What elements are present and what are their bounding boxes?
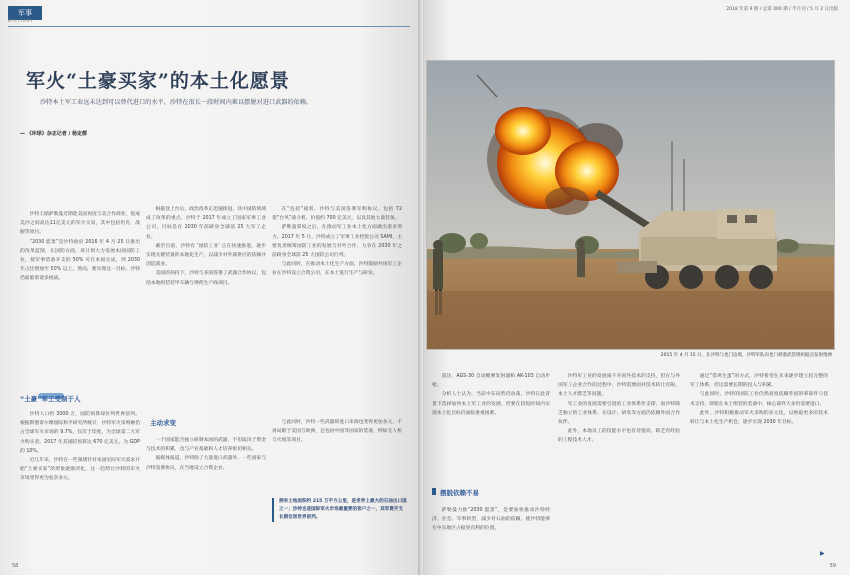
- subhead-marker: [432, 488, 436, 495]
- page-number-left: 58: [12, 563, 19, 569]
- paragraph: 通过“借鸡生蛋”的方式，沙特希望在未来逐步建立起完整的军工体系，但这需要长期的投入与积累。: [690, 374, 828, 389]
- paragraph: 沙特王储萨勒曼近期赴美国再度与美合作商业，促成美沙之间高达11亿美元的军火交易，其中包括坦克、战舰等项目。: [20, 212, 140, 236]
- artillery-photo: [426, 60, 835, 350]
- paragraph: 在“包括”战机、沙特与美国签署军购协议，包括 72 架“台风”战斗机、价值约 700 亿美元，以及其他大量装备。: [272, 207, 402, 222]
- right-subhead-1: 摆脱依赖不易: [440, 489, 479, 497]
- issue-meta: 2018 年第 9 期 / 总第 000 期 / 半月刊 / 5 月 2 日出版: [726, 7, 838, 12]
- paragraph: 雷达、AGS-30 自动榴弹发射器和 AK-103 自动步枪。: [432, 374, 550, 389]
- left-column-3: [272, 205, 402, 415]
- article-byline: — 《环球》杂志记者 / 杨定都: [20, 131, 88, 137]
- paragraph: 截至目前，沙特有 ‘国防工业’ 正在快速推进，逐步实现关键装备的本地化生产，以减少对外部供应的依赖并创造就业。: [146, 243, 266, 268]
- article-title: 军火“土豪买家”的本土化愿景: [26, 70, 290, 92]
- section-subtitle: MILITARY: [8, 18, 34, 23]
- pull-quote: 拥有土地面积约 215 万平方公里，是世界上最大的石油出口国之一；沙特也是国际军火市场最重要的客户之一，其军费开支长期位居世界前列。: [272, 498, 407, 522]
- paragraph: 与此同时，沙特的国防工业仍然高度依赖外国的零部件与技术支持，即使在本土组装的装备中，核心部件大多仍需要进口。: [690, 392, 828, 407]
- right-column-1: [432, 372, 550, 480]
- photo-caption: 2015 年 4 月 15 日，在沙特与也门边境，沙特军队向也门胡塞武装组织据点发射炮弹: [660, 353, 832, 358]
- paragraph: 军工业的发展需要引进的工业体系作支撑，而沙特缺乏独立的工业体系，在设计、研发等方面仍依赖外国合作伙伴。: [558, 401, 680, 426]
- paragraph: 据媒体报道，沙特除了大量进口武器外，一些国家与沙特签署协议，在当地设立合资企业。: [146, 456, 266, 471]
- header-rule: [8, 26, 410, 27]
- paragraph: 萨勒曼掌权之后，在推动军工业本土化方面做出诸多努力。2017 年 5 月，沙特成立了军事工业控股公司 SAMI，主要负责统筹国防工业的发展与对外合作，力争在 2030 年之前跻身全球前 25 大国防公司行列。: [272, 225, 402, 259]
- left-column-2b: [146, 436, 266, 556]
- paragraph: 沙特人口约 3000 万，国防预算却位列世界前列。根据斯德哥尔摩国际和平研究所统计，沙特军火采购额仍占全球军火市场的 9.7%，仅次于印度，为全球第二大军火购买者。2017 年其国防预算达 670 亿美元，为 GDP 的 10%。: [20, 412, 140, 454]
- paragraph: 沙特军工业的发展离不开国外技术的支持，但在与外国军工企业合作的过程中，沙特需要面对技术转让有限、本土人才匮乏等问题。: [558, 374, 680, 398]
- paragraph: 分析人士认为，当前中东局势仍动荡，沙特在此背景下选择加快本土军工业的发展，但要在较短时间内实现本土化目标仍面临重重困难。: [432, 392, 550, 416]
- page-number-right: 59: [829, 563, 836, 569]
- artillery-firing-image: [427, 61, 834, 349]
- paragraph: 与此同时，沙特一些武器的进口来源也变得更加多元，不再局限于美国与欧洲，还包括中国等国家的装备，例如无人机与火炮等项目。: [272, 420, 402, 444]
- left-column-2: [146, 205, 266, 410]
- paragraph: 此外，沙特积极推动军火采购的多元化，以换取更多的技术转让与本土化生产机会，逐步实现 2030 年目标。: [690, 410, 828, 426]
- subhead-1: “土豪”军工受制于人: [20, 395, 81, 403]
- left-column-1: [20, 210, 140, 385]
- paragraph: 与此同时，在推动本土化生产方面，沙特鼓励外国军工企业在沙特设立合资公司，在本土进行生产与研发。: [272, 262, 402, 277]
- paragraph: 美国的扶持下，沙特与多国签署了武器合作协议，包括本地组装装甲车辆与弹药生产线项目。: [146, 271, 266, 286]
- left-column-3b: [272, 418, 402, 493]
- paragraph: 近几年来，沙特在一些领域针对本国实际军火需求开始“土豪买家”的形象逐渐淡化，这一趋势让沙特的军火市场变得更为复杂多元。: [20, 458, 140, 482]
- article-lede: 沙特本土军工业远未达到可以替代进口的水平，沙特在很长一段时间内难以摆脱对进口武器的依赖。: [40, 99, 313, 106]
- subhead-2: 主动求变: [150, 419, 176, 427]
- paragraph: 萨勒曼力推“2030 愿景”，是要加快推动沙特经济、社会、军事转型，减少对石油的依赖，使沙特能够在中东地区占据更有利的位置。: [432, 508, 550, 532]
- right-column-1b: [432, 506, 550, 566]
- paragraph: 一个国家能否独立研制本国的武器，不但取决于资金与技术的积累，也与产业基础和人才培养密切相关。: [146, 438, 266, 453]
- paragraph: 根据登上台后，政治改革正迅速推进，其中国防领域成了改革的重点，沙特于 2017 年成立了国家军事工业公司，目标是在 2030 年前跻身全球前 25 大军工企业。: [146, 207, 266, 240]
- left-column-1b: [20, 410, 140, 560]
- right-column-3: [690, 372, 828, 562]
- end-of-article-icon: ▶: [820, 550, 825, 557]
- paragraph: “2030 愿景”是沙特政府 2016 年 4 月 25 日推出的改革蓝图，在国防方面，该计划大力发展本国国防工业，使军事装备开支的 50% 可在本国完成，到 2030 年占比增加至 50% 以上。然而，要实现这一目标，沙特仍面临着诸多挑战。: [20, 239, 140, 282]
- right-column-2: [558, 372, 680, 562]
- left-page: [0, 0, 420, 575]
- section-tab: 军事: [8, 6, 42, 20]
- paragraph: 此外，本地员工的技能水平也有待提高，缺乏有经验的工程技术人才。: [558, 429, 680, 444]
